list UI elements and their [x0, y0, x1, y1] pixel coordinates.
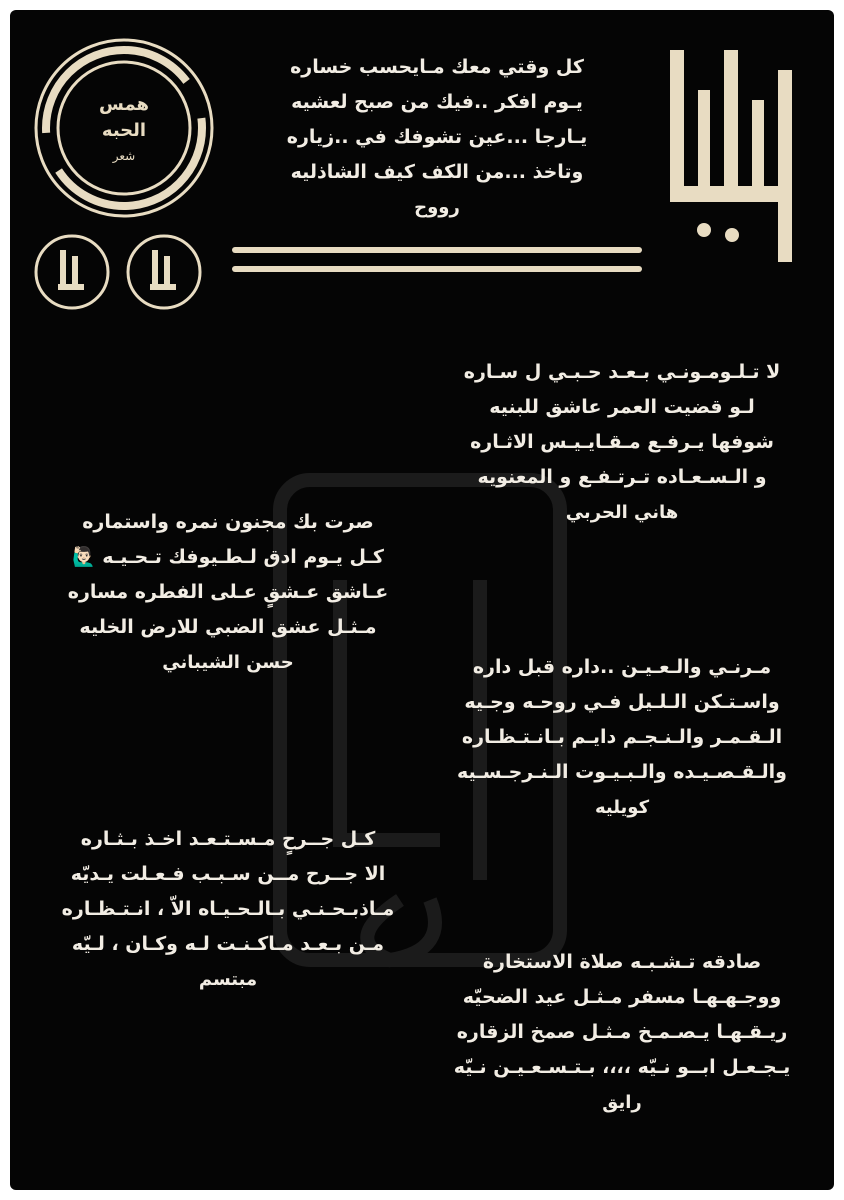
poem-author: رووح [414, 197, 460, 218]
poem-author: هاني الحربي [565, 502, 679, 523]
poem-line: ووجـهـهـا مسفر مـثـل عيد الضحيّه [462, 986, 782, 1008]
poem-line: مـرنـي والـعـيـن ..داره قبل داره [472, 656, 772, 678]
poem-line: يـوم افكر ..فيك من صبح لعشيه [291, 91, 583, 113]
poem-line: صرت بك مجنون نمره واستماره [82, 511, 374, 533]
poem-line: وتاخذ ...من الكف كيف الشاذليه [290, 161, 584, 183]
poem-line: شوفها يـرفـع مـقـايـيـس الاثـاره [470, 431, 774, 453]
poem-line: الـقـمـر والـنـجـم دايـم بـانـتـظـاره [461, 726, 783, 748]
poem-rayeq [422, 945, 822, 1120]
poem-author: مبتسم [198, 969, 258, 990]
poster-panel [10, 10, 834, 1190]
poem-line: يـارجا ...عين تشوفك في ..زياره [286, 126, 588, 148]
poem-mubtasim [28, 822, 428, 997]
main-logo [24, 28, 224, 228]
small-logo-right [124, 232, 204, 312]
poem-kuwailiyah [422, 650, 822, 825]
logo-text-1: همس [99, 94, 149, 115]
poem-line: مـثـل عشق الضبي للارض الخليه [79, 616, 377, 638]
poem-harbi [422, 355, 822, 530]
poem-intro [232, 50, 642, 225]
poem-line: كل وقتي معك مـايحسب خساره [290, 56, 584, 78]
poem-line: لا تـلـومـونـي بـعـد حـبـي ل سـاره [463, 361, 781, 383]
poem-author: حسن الشيباني [162, 652, 294, 673]
title-calligraphy [650, 30, 820, 270]
poem-line: لـو قضيت العمر عاشق للبنيه [489, 396, 755, 418]
poem-line: صادقه تـشـبـه صلاة الاستخارة [482, 951, 762, 973]
poem-author: كويليه [594, 797, 650, 818]
poem-line: واسـتـكن الـلـيل فـي روحـه وجـيه [464, 691, 780, 713]
poem-shaibani [28, 505, 428, 680]
logo-text-2: الحبه [101, 120, 147, 141]
poem-line: كـل جــرحٍ مـسـتـعـد اخـذ بـثـاره [80, 828, 376, 850]
small-logo-left [32, 232, 112, 312]
poem-line: كـل يـوم ادق لـطـيوفك تـحـيـه 🙋🏻‍♂️ [72, 546, 384, 568]
poem-line: و الـسـعـاده تـرتـفـع و المعنويه [477, 466, 767, 488]
divider-top [232, 247, 642, 253]
poem-line: الا جــرح مــن سـبـب فـعـلت يـديّه [70, 863, 386, 885]
divider-bottom [232, 266, 642, 272]
poem-line: عـاشق عـشقٍ عـلى الفطره مساره [67, 581, 389, 603]
poem-line: مـن بـعـد مـاكـنـت لـه وكـان ، لـيّه [71, 933, 385, 955]
poem-line: مـاذبـحـنـي بـالـحـيـاه الاّ ، انـتـظـاره [61, 898, 395, 920]
poem-author: رايق [602, 1092, 642, 1113]
logo-text-3: شعر [112, 149, 136, 163]
poem-line: ريـقـهـا يـصـمـخ مـثـل صمخ الزقاره [456, 1021, 788, 1043]
poem-line: والـقـصـيـده والـبـيـوت الـنـرجـسـيه [457, 761, 787, 783]
poem-line: يـجـعـل ابــو نـيّه ،،،، بـتـسـعـيـن نـيّه [453, 1056, 791, 1078]
